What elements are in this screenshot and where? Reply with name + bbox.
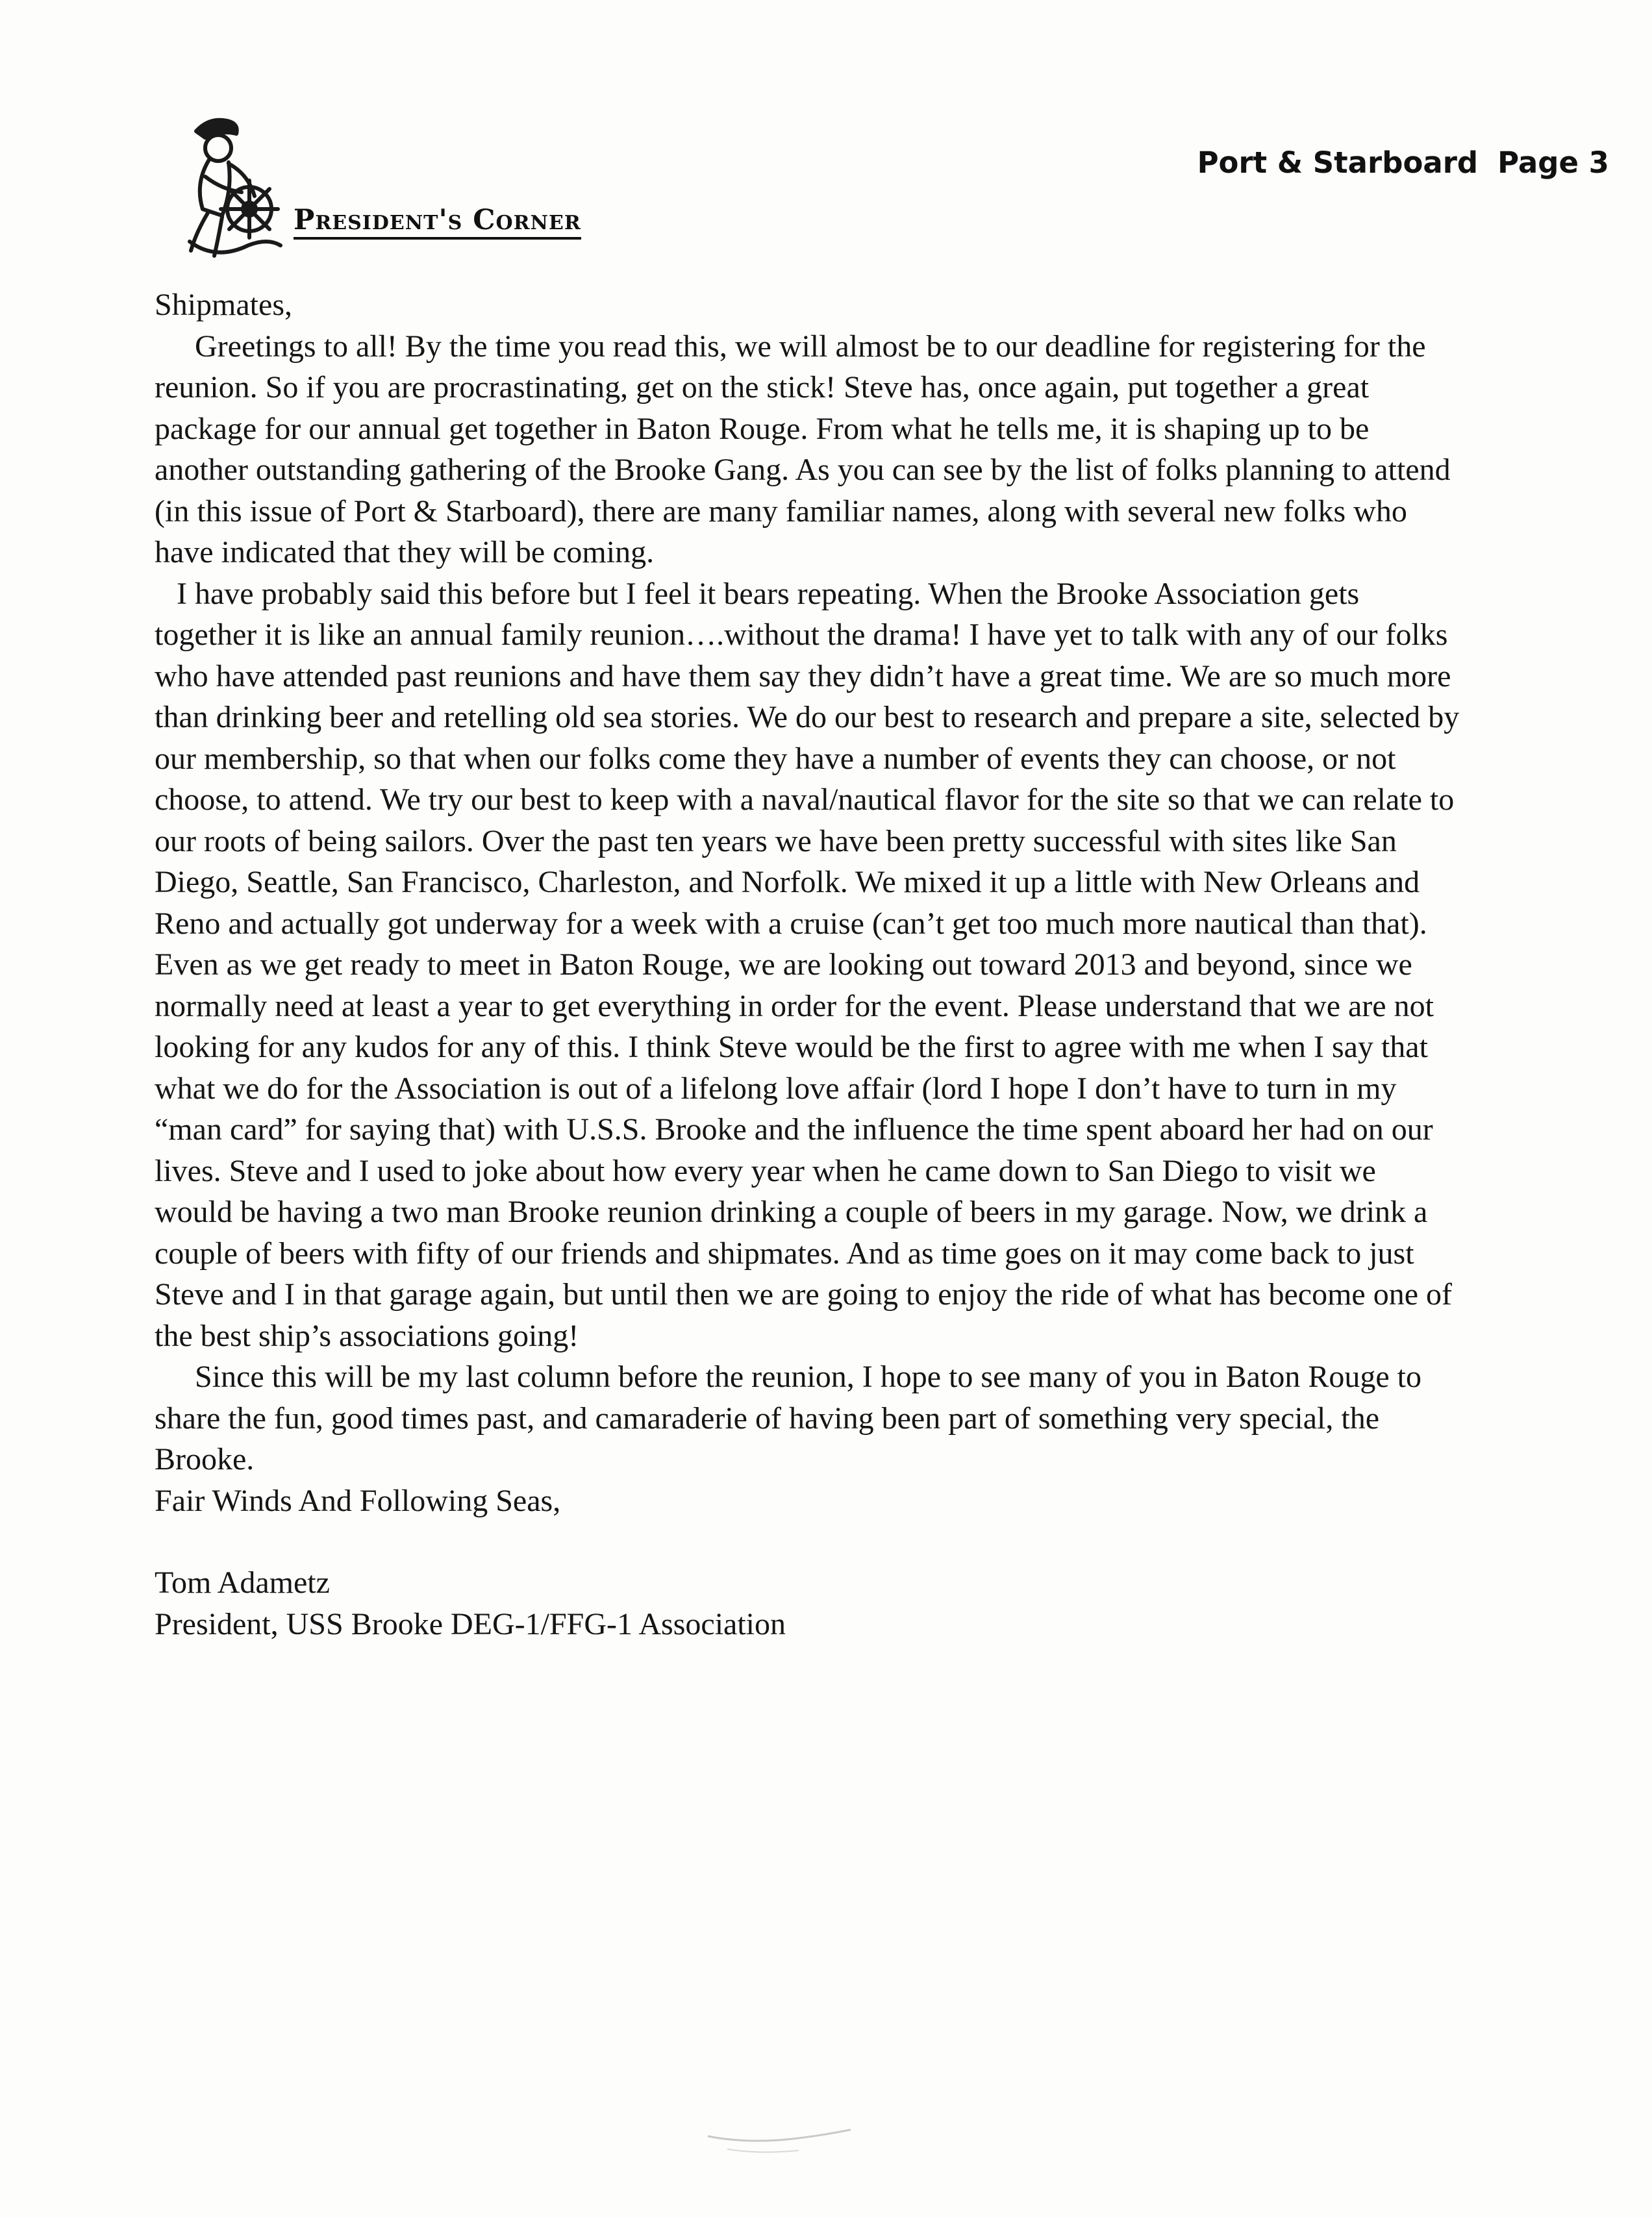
paragraph: Since this will be my last column before the reunion, I hope to see many of you in Baton Rouge to share the fun, good times past, and camaraderie of having been part of something very special, the Brooke. (155, 1360, 1421, 1477)
letter-body (155, 284, 1460, 1645)
salutation: Shipmates, (155, 288, 292, 322)
page-header (1197, 145, 1609, 180)
paragraph: I have probably said this before but I feel it bears repeating. When the Brooke Association gets together it is like an annual family reunion….without the drama! I have yet to talk with any of our folks who have attended past reunions and have them say they didn’t have a great time. We are so much more than drinking beer and retelling old sea stories. We do our best to research and prepare a site, selected by our membership, so that when our folks come they have a number of events they can choose, or not choose, to attend. We try our best to keep with a naval/nautical flavor for the site so that we can relate to our roots of being sailors. Over the past ten years we have been pretty successful with sites like San Diego, Seattle, San Francisco, Charleston, and Norfolk. We mixed it up a little with New Orleans and Reno and actually got underway for a week with a cruise (can’t get too much more nautical than that). Even as we get ready to meet in Baton Rouge, we are looking out toward 2013 and beyond, since we normally need at least a year to get everything in order for the event. Please understand that we are not looking for any kudos for any of this. I think Steve would be the first to agree with me when I say that what we do for the Association is out of a lifelong love affair (lord I hope I don’t have to turn in my “man card” for saying that) with U.S.S. Brooke and the influence the time spent aboard her had on our lives. Steve and I used to joke about how every year when he came down to San Diego to visit we would be having a two man Brooke reunion drinking a couple of beers in my garage. Now, we drink a couple of beers with fifty of our friends and shipmates. And as time goes on it may come back to just Steve and I in that garage again, but until then we are going to enjoy the ride of what has become one of the best ship’s associations going! (155, 576, 1460, 1353)
section-title: President's Corner (294, 205, 581, 240)
signer-name: Tom Adametz (155, 1565, 330, 1600)
publication-name: Port & Starboard (1197, 145, 1479, 180)
closing-line: Fair Winds And Following Seas, (155, 1483, 561, 1518)
sailor-helm-icon (177, 112, 291, 262)
page-number: Page 3 (1497, 145, 1609, 180)
paragraph: Greetings to all! By the time you read this, we will almost be to our deadline for registering for the reunion. So if you are procrastinating, get on the stick! Steve has, once again, put together a great package for our annual get together in Baton Rouge. From what he tells me, it is shaping up to be another outstanding gathering of the Brooke Gang. As you can see by the list of folks planning to attend (in this issue of Port & Starboard), there are many familiar names, along with several new folks who have indicated that they will be coming. (155, 329, 1451, 569)
scan-smudge (701, 2123, 870, 2162)
signer-title: President, USS Brooke DEG-1/FFG-1 Association (155, 1606, 786, 1641)
signature-block (155, 1562, 1460, 1645)
